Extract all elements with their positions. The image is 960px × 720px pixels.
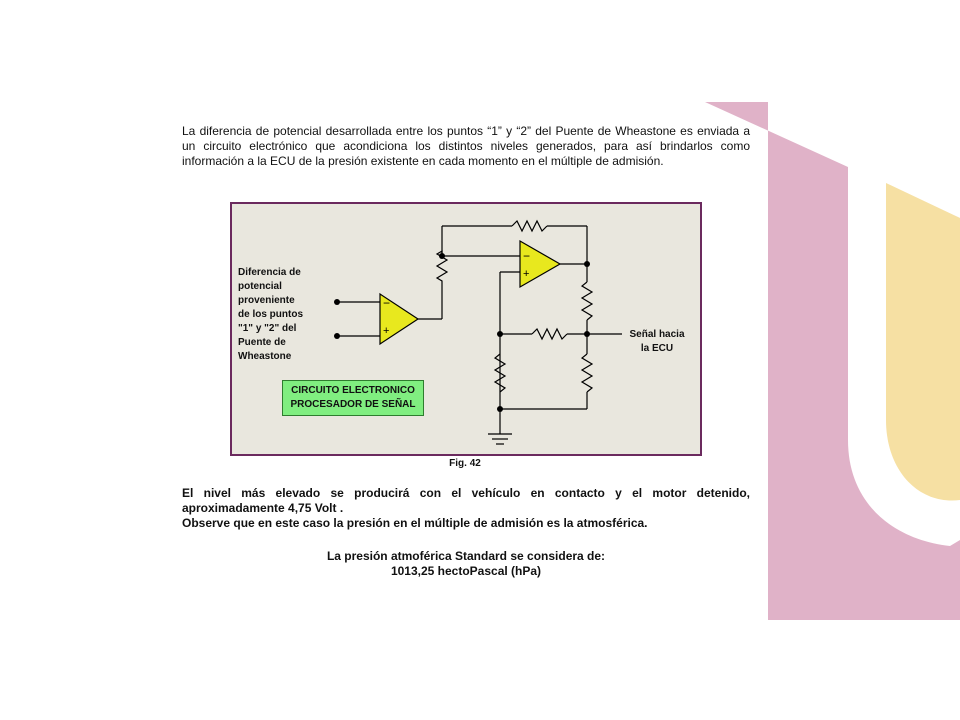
intro-paragraph: La diferencia de potencial desarrollada entre los puntos “1” y “2” del Puente de Wheastone es enviada a un circuito electrónico que acondiciona los distintos niveles generados, para así brindarlos como información a la ECU de la presión existente en cada momento en el múltiple de admisión.	[182, 124, 750, 168]
node-input-top	[334, 299, 340, 305]
figure-caption: Fig. 42	[449, 458, 481, 469]
circuit-figure	[230, 202, 702, 456]
output-label-line: Señal hacia	[629, 329, 685, 340]
input-label-line: de los puntos	[238, 309, 303, 320]
input-label-line: Diferencia de	[238, 267, 301, 278]
resistor-right-top	[582, 282, 592, 320]
input-label-line: potencial	[238, 281, 282, 292]
resistor-right-bottom	[582, 354, 592, 392]
opamp-2	[520, 241, 560, 287]
standard-pressure-line-1: La presión atmoférica Standard se considera de:	[326, 549, 606, 563]
node-bottom	[497, 406, 503, 412]
processor-box	[282, 380, 424, 416]
yellow-shape	[886, 183, 960, 500]
input-label-line: "1" y "2" del	[238, 323, 297, 334]
standard-pressure-line-2: 1013,25 hectoPascal (hPa)	[390, 564, 542, 578]
opamp-1-plus: +	[383, 325, 390, 337]
node-middle-left	[497, 331, 503, 337]
processor-box-line: CIRCUITO ELECTRONICO	[291, 385, 415, 396]
output-label-line: la ECU	[640, 343, 674, 354]
output-label	[622, 328, 692, 356]
resistor-middle	[532, 329, 567, 339]
input-label	[238, 266, 328, 364]
input-label-line: Puente de	[238, 337, 286, 348]
processor-box-line: PROCESADOR DE SEÑAL	[290, 399, 416, 410]
node-input-bottom	[334, 333, 340, 339]
opamp-2-minus: −	[523, 249, 531, 263]
node-output	[584, 261, 590, 267]
input-label-line: proveniente	[238, 295, 295, 306]
opamp-2-plus: +	[523, 268, 530, 280]
opamp-1-minus: −	[383, 296, 391, 310]
resistor-feedback	[512, 221, 547, 231]
observation-paragraph-2: Observe que en este caso la presión en el múltiple de admisión es la atmosférica.	[182, 516, 648, 530]
input-label-line: Wheastone	[238, 351, 292, 362]
observation-paragraph-1: El nivel más elevado se producirá con el vehículo en contacto y el motor detenido, aproximadamente 4,75 Volt .	[182, 486, 750, 515]
node-middle-right	[584, 331, 590, 337]
node-a	[439, 253, 445, 259]
